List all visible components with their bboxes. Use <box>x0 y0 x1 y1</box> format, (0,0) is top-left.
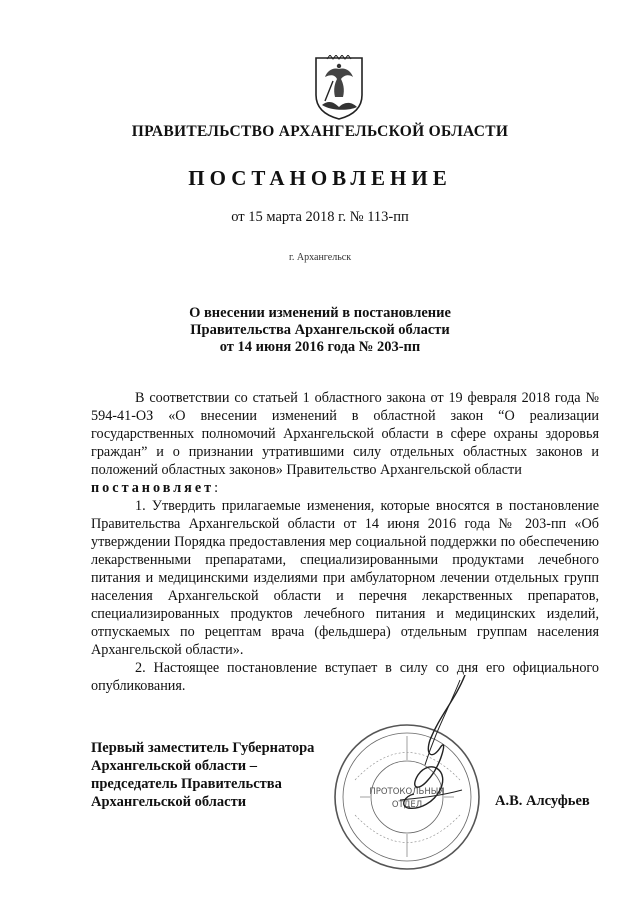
document-title <box>0 305 640 356</box>
title-line: от 14 июня 2016 года № 203-пп <box>219 339 421 355</box>
item-1-paragraph: 1. Утвердить прилагаемые изменения, которые вносятся в постановление Правительства Архангельской области от 14 июня 2016 года № 203-пп «Об утверждении Порядка предоставления мер социальной поддержки по обеспечению лекарственными препаратами, специализированными продуктами лечебного питания и медицинскими изделиями при амбулаторном лечении отдельных групп населения Архангельской области и перечня лекарственных препаратов, специализированных продуктов лечебного питания и медицинских изделий, отпускаемых по рецептам врача (фельдшера) отдельным группам населения Архангельской области». <box>91 498 599 658</box>
preamble-paragraph: В соответствии со статьей 1 областного закона от 19 февраля 2018 года № 594-41-ОЗ «О внесении изменений в областной закон “О реализации государственных полномочий Архангельской области в сфере охраны здоровья граждан” и о признании утратившими силу отдельных областных законов и положений областных законов» Правительство Архангельской области <box>91 390 599 478</box>
government-heading: ПРАВИТЕЛЬСТВО АРХАНГЕЛЬСКОЙ ОБЛАСТИ <box>131 123 509 140</box>
signer-position-line: председатель Правительства <box>91 776 282 792</box>
stamp-text-line: ПРОТОКОЛЬНЫЙ <box>369 787 445 797</box>
resolves-line <box>91 479 599 497</box>
resolves-word: постановляет <box>91 480 215 496</box>
document-body <box>91 389 599 695</box>
resolves-colon: : <box>214 480 219 496</box>
place-of-issue: г. Архангельск <box>288 252 352 263</box>
signer-position-line: Архангельской области <box>91 794 247 810</box>
item-2-paragraph: 2. Настоящее постановление вступает в силу со дня его официального опубликования. <box>91 660 599 694</box>
signer-position-line: Архангельской области – <box>91 758 257 774</box>
date-and-number: от 15 марта 2018 г. № 113-пп <box>231 209 409 225</box>
title-line: Правительства Архангельской области <box>190 322 450 338</box>
handwritten-signature <box>370 670 480 820</box>
stamp-text-line: ОТДЕЛ <box>391 800 423 810</box>
coat-of-arms-emblem <box>313 55 365 121</box>
signer-position <box>91 739 314 811</box>
signer-position-line: Первый заместитель Губернатора <box>91 740 315 756</box>
title-line: О внесении изменений в постановление <box>189 305 451 321</box>
signer-name: А.В. Алсуфьев <box>495 793 590 809</box>
document-type-heading: ПОСТАНОВЛЕНИЕ <box>188 166 452 190</box>
